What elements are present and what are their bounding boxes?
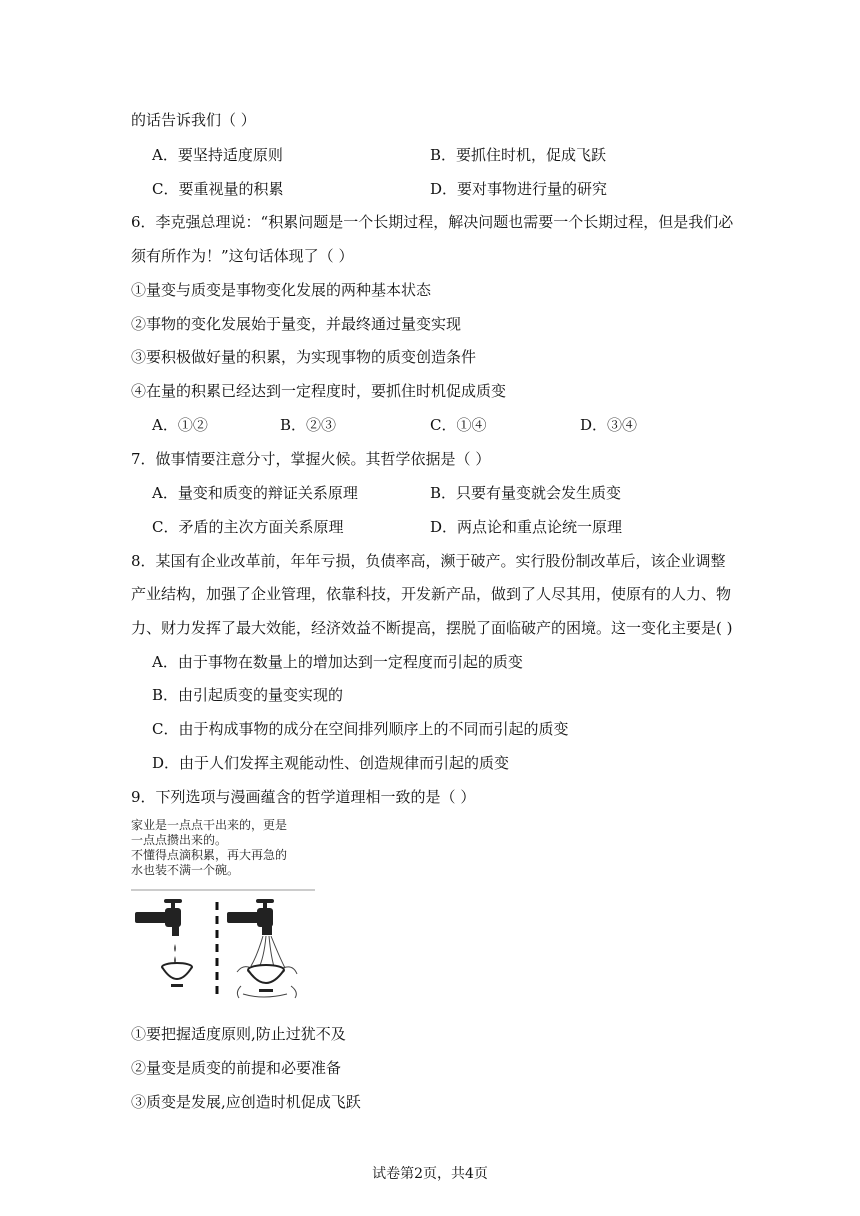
q6-statement-2: ②事物的变化发展始于量变，并最终通过量变实现	[131, 315, 462, 333]
q5-stem-tail: 的话告诉我们（ ）	[131, 111, 256, 129]
q8-option-d[interactable]: D．由于人们发挥主观能动性、创造规律而引起的质变	[152, 754, 510, 772]
q6-option-c[interactable]: C．①④	[430, 416, 487, 434]
q5-option-d[interactable]: D．要对事物进行量的研究	[430, 180, 608, 198]
page-footer: 试卷第2页，共4页	[372, 1166, 488, 1182]
q6-option-a[interactable]: A．①②	[152, 416, 208, 434]
q8-stem-line1: 8．某国有企业改革前，年年亏损，负债率高，濒于破产。实行股份制改革后，该企业调整	[131, 552, 726, 570]
q7-option-b[interactable]: B．只要有量变就会发生质变	[430, 484, 622, 502]
faucet-bowl-drawing	[131, 818, 317, 1002]
q7-option-a[interactable]: A．量变和质变的辩证关系原理	[152, 484, 358, 502]
q8-stem-line3: 力、财力发挥了最大效能，经济效益不断提高，摆脱了面临破产的困境。这一变化主要是( )	[131, 619, 733, 637]
comic-caption: 家业是一点点干出来的，更是 一点点攒出来的。 不懂得点滴积累，再大再急的 水也装不满一个碗。	[131, 818, 288, 877]
q9-statement-1: ①要把握适度原则,防止过犹不及	[131, 1025, 346, 1043]
left-faucet-icon	[135, 899, 182, 936]
q6-statement-4: ④在量的积累已经达到一定程度时，要抓住时机促成质变	[131, 382, 507, 400]
q6-option-b[interactable]: B．②③	[280, 416, 337, 434]
comic-illustration	[131, 818, 317, 1002]
q5-option-c[interactable]: C．要重视量的积累	[152, 180, 284, 198]
q8-option-c[interactable]: C．由于构成事物的成分在空间排列顺序上的不同而引起的质变	[152, 720, 569, 738]
water-drop-icon	[174, 944, 176, 952]
small-bowl-icon	[162, 963, 192, 987]
q8-stem-line2: 产业结构，加强了企业管理，依靠科技，开发新产品，做到了人尽其用，使原有的人力、物	[131, 585, 732, 603]
q5-option-a[interactable]: A．要坚持适度原则	[152, 146, 283, 164]
overflowing-bowl-icon	[248, 965, 284, 992]
q6-stem-line1: 6．李克强总理说：“积累问题是一个长期过程，解决问题也需要一个长期过程，但是我们必	[131, 213, 734, 231]
q6-statement-1: ①量变与质变是事物变化发展的两种基本状态	[131, 281, 432, 299]
q9-stem: 9．下列选项与漫画蕴含的哲学道理相一致的是（ ）	[131, 788, 476, 806]
q7-option-d[interactable]: D．两点论和重点论统一原理	[430, 518, 623, 536]
q8-option-b[interactable]: B．由引起质变的量变实现的	[152, 686, 344, 704]
q9-statement-3: ③质变是发展,应创造时机促成飞跃	[131, 1093, 361, 1111]
q6-option-d[interactable]: D．③④	[580, 416, 638, 434]
q6-stem-line2: 须有所作为！”这句话体现了（ ）	[131, 247, 354, 265]
q9-statement-2: ②量变是质变的前提和必要准备	[131, 1059, 342, 1077]
q7-stem: 7．做事情要注意分寸，掌握火候。其哲学依据是（ ）	[131, 450, 491, 468]
q8-option-a[interactable]: A．由于事物在数量上的增加达到一定程度而引起的质变	[152, 653, 523, 671]
q5-option-b[interactable]: B．要抓住时机，促成飞跃	[430, 146, 607, 164]
q7-option-c[interactable]: C．矛盾的主次方面关系原理	[152, 518, 344, 536]
right-faucet-icon	[227, 899, 274, 935]
q6-statement-3: ③要积极做好量的积累，为实现事物的质变创造条件	[131, 348, 477, 366]
